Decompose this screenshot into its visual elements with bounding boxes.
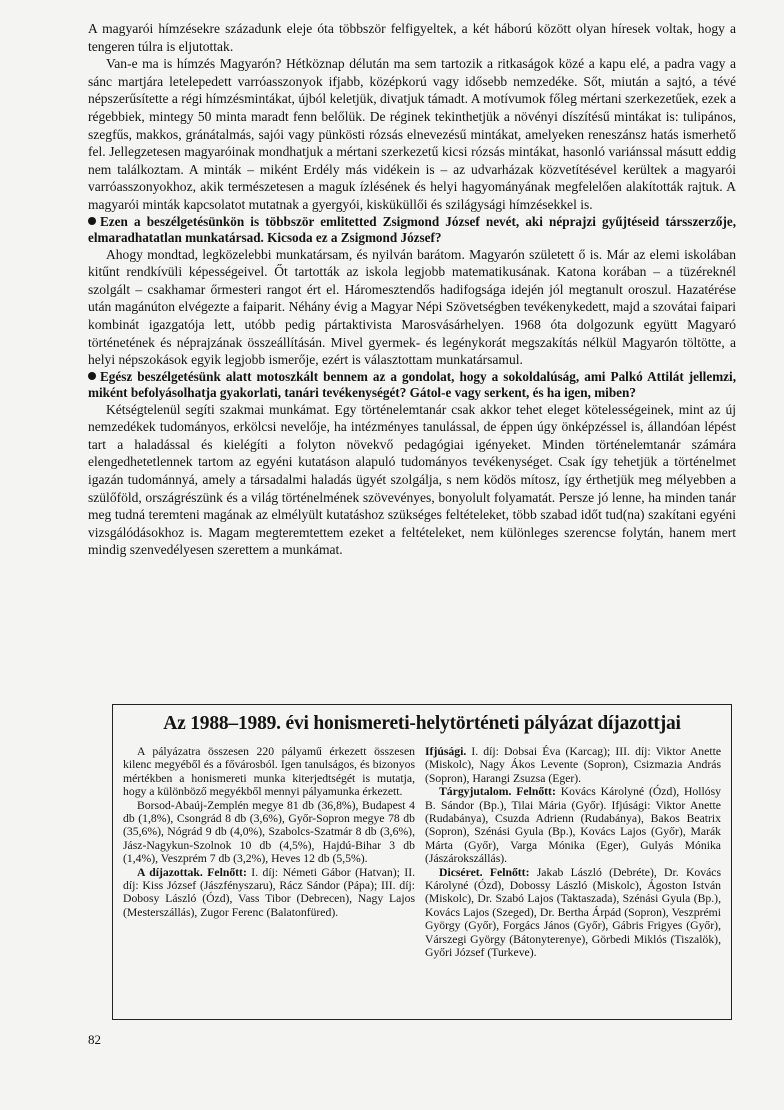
award-winners-heading: A díjazottak. Felnőtt:: [137, 865, 247, 879]
youth-heading: Ifjúsági.: [425, 745, 467, 758]
award-winners-adult: [123, 866, 415, 920]
question-2-text: Egész beszélgetésünk alatt motoszkált bennem az a gondolat, hogy a sokoldalúság, ami Palkó Attilát jellemzi, miként befolyásolhatja gyakorlati, tanári tevékenységét? Gátol-e vagy serkent, és ha igen, miben?: [88, 368, 736, 400]
award-box-title: Az 1988–1989. évi honismereti-helytörténeti pályázat díjazottjai: [163, 713, 681, 734]
article-body: [88, 20, 736, 559]
prizes-heading: Tárgyjutalom. Felnőtt:: [439, 785, 556, 799]
award-prizes: [425, 785, 721, 865]
bullet-icon: [88, 372, 96, 380]
interview-question-1: [88, 214, 736, 246]
youth-text: I. díj: Dobsai Éva (Karcag); III. díj: Viktor Anette (Miskolc), Nagy Ákos Levente (Sopron), Csizmazia András (Sopron), Harangi Zsuzsa (Eger).: [425, 745, 722, 785]
award-box-right-column: [425, 745, 721, 960]
award-commendations: [425, 866, 721, 960]
commendations-text: Jakab László (Debréte), Dr. Kovács Károlyné (Ózd), Dobossy László (Miskolc), Ágoston István (Miskolc), Dr. Szabó Lajos (Taktaszada), Szénási Gyula (Bp.), Kovács Lajos (Szeged), Dr. Bertha Árpád (Sopron), Veszprémi György (Győr), Forgács János (Győr), Gábris Frigyes (Győr), Várszegi György (Bátonyterenye), Görbedi Miklós (Tiszalök), Győri József (Turkeve).: [425, 865, 721, 960]
question-1-text: Ezen a beszélgetésünkön is többször emlitetted Zsigmond József nevét, aki néprajzi gyűjtéseid társszerzője, elmaradhatatlan munkatársad. Kicsoda ez a Zsigmond József?: [88, 213, 736, 245]
interview-answer-2: Kétségtelenül segíti szakmai munkámat. Egy történelemtanár csak akkor tehet eleget kötelességeinek, mint az új nemzedékek tudományos, erkölcsi nevelője, ha intézményes tanulással, de éppen úgy önképzéssel is, állandóan lépést tart a haladással és kielégíti a folyton növekvő pedagógiai igényeket. Minden történelemtanár számára elengedhetetlennek tartom az egyéni kutatáson alapuló tudományos tevékenységet. Csak így tehetjük a történelmet igazán tudománnyá, amely a társadalmi haladás ügyét szolgálja, s nem ködös mítosz, így érthetjük meg mélyebben a szülőföld, országrészünk és a világ történelmének szövevényes, bonyolult folyamatát. Persze jó lenne, ha minden tanár meg tudná teremteni magának az elmélyült kutatáshoz szükséges feltételeket, több szabad időt tud(na) szakítani egyéni vizsgálódásokhoz is. Magam megteremtettem ezeket a feltételeket, nem különleges szerencse folytán, hanem mert mindig szenvedélyesen szerettem a munkámat.: [88, 401, 736, 558]
award-winners-youth: [425, 745, 721, 785]
award-county-stats: Borsod-Abaúj-Zemplén megye 81 db (36,8%), Budapest 4 db (1,8%), Csongrád 8 db (3,6%), Győr-Sopron megye 78 db (35,6%), Nógrád 9 db (4,0%), Szabolcs-Szatmár 8 db (3,6%), Jász-Nagykun-Szolnok 10 db (4,5%), Hajdú-Bihar 3 db (1,4%), Veszprém 7 db (3,2%), Heves 12 db (5,5%).: [123, 798, 415, 866]
bullet-icon: [88, 217, 96, 225]
award-intro: A pályázatra összesen 220 pályamű érkezett összesen kilenc megyéből és a fővárosból. Igen tanulságos, és bizonyos mértékben a honismereti munka kiterjedtségét is mutatja, hogy a különböző megyékből mennyi pályamunka érkezett.: [123, 745, 415, 799]
award-box: [112, 704, 732, 1020]
award-winners-adult-text: I. díj: Németi Gábor (Hatvan); II. díj: Kiss József (Jászfényszaru), Rácz Sándor (Pápa); III. díj: Dobosy László (Ózd), Vass Tibor (Debrecen), Nagy Lajos (Mesterszállás), Zugor Ferenc (Balatonfüred).: [123, 865, 416, 919]
interview-question-2: [88, 369, 736, 401]
award-box-left-column: [123, 745, 415, 919]
commendations-heading: Dicséret. Felnőtt:: [439, 865, 530, 879]
interview-answer-1: Ahogy mondtad, legközelebbi munkatársam, és nyilván barátom. Magyarón született ő is. Már az elemi iskolában kitűnt rendkívüli képességeivel. Őt tartották az iskola legjobb matematikusának. Katona korában – a tüzéreknél szolgált – csakhamar őrmesteri rangot ért el. Háromesztendős hadifogsága idején jól megtanult oroszul. Hazatérése után magánúton elvégezte a faiparit. Néhány évig a Magyar Népi Szövetségben tevékenykedett, majd a szovátai faipari kombinát igazgatója lett, utóbb pedig pártaktivista Marosvásárhelyen. 1968 óta dolgozunk együtt Magyaró történetének és néprajzának összeállításán. Mivel gyermek- és legénykorát megszakítás nélkül Magyarón töltötte, a helyi népszokások egyik legjobb ismerője, ezért is választottam munkatársamul.: [88, 246, 736, 368]
prizes-text: Kovács Károlyné (Ózd), Hollósy B. Sándor (Bp.), Tilai Mária (Győr). Ifjúsági: Viktor Anette (Rudabánya), Csuzda Adrienn (Rudabánya), Bakos Beatrix (Sopron), Szénási Gyula (Bp.), Kovács Lajos (Győr), Marák Márta (Győr), Varga Mónika (Eger), Gulyás Mónika (Jászárokszállás).: [425, 785, 722, 866]
paragraph-intro: A magyarói hímzésekre századunk eleje óta többször felfigyeltek, a két háború között olyan híresek voltak, hogy a tengeren túlra is eljutottak.: [88, 21, 736, 54]
paragraph-embroidery: Van-e ma is hímzés Magyarón? Hétköznap délután ma sem tartozik a ritkaságok közé a kapu elé, a padra vagy a sánc martjára letelepedett varróasszonyok ifjabb, középkorú vagy idősebb nemzedéke. Sőt, miután a sajtó, a tévé népszerűsítette a régi hímzésmintákat, újból keletjük, divatjuk támadt. A motívumok főleg mértani szerkezetűek, ezek a régebbiek, mintegy 50 minta maradt fenn belőlük. De réginek tekinthetjük a növényi díszítésű mintákat is: tulipános, szegfűs, makkos, gránátalmás, sajói vagy pünkösti rózsás elnevezésű mintákat, amelyeken reneszánsz hatás ismerhető fel. Jellegzetesen magyaróinak mondhatjuk a mértani szerkezetű kicsi rózsás mintákat, hasonló variánssal másutt eddig nem találkoztam. A minták – miként Erdély más vidékein is – az udvarházak közvetítésével kerültek a magyarói varróasszonyokhoz, akik természetesen a maguk ízlésének és helyi hagyományának megfelelően alakították rajtuk. A magyarói minták kapcsolatot mutatnak a gyergyói, kisküküllői és szilágysági hímzésekkel is.: [88, 56, 736, 212]
page-number: 82: [88, 1032, 101, 1047]
